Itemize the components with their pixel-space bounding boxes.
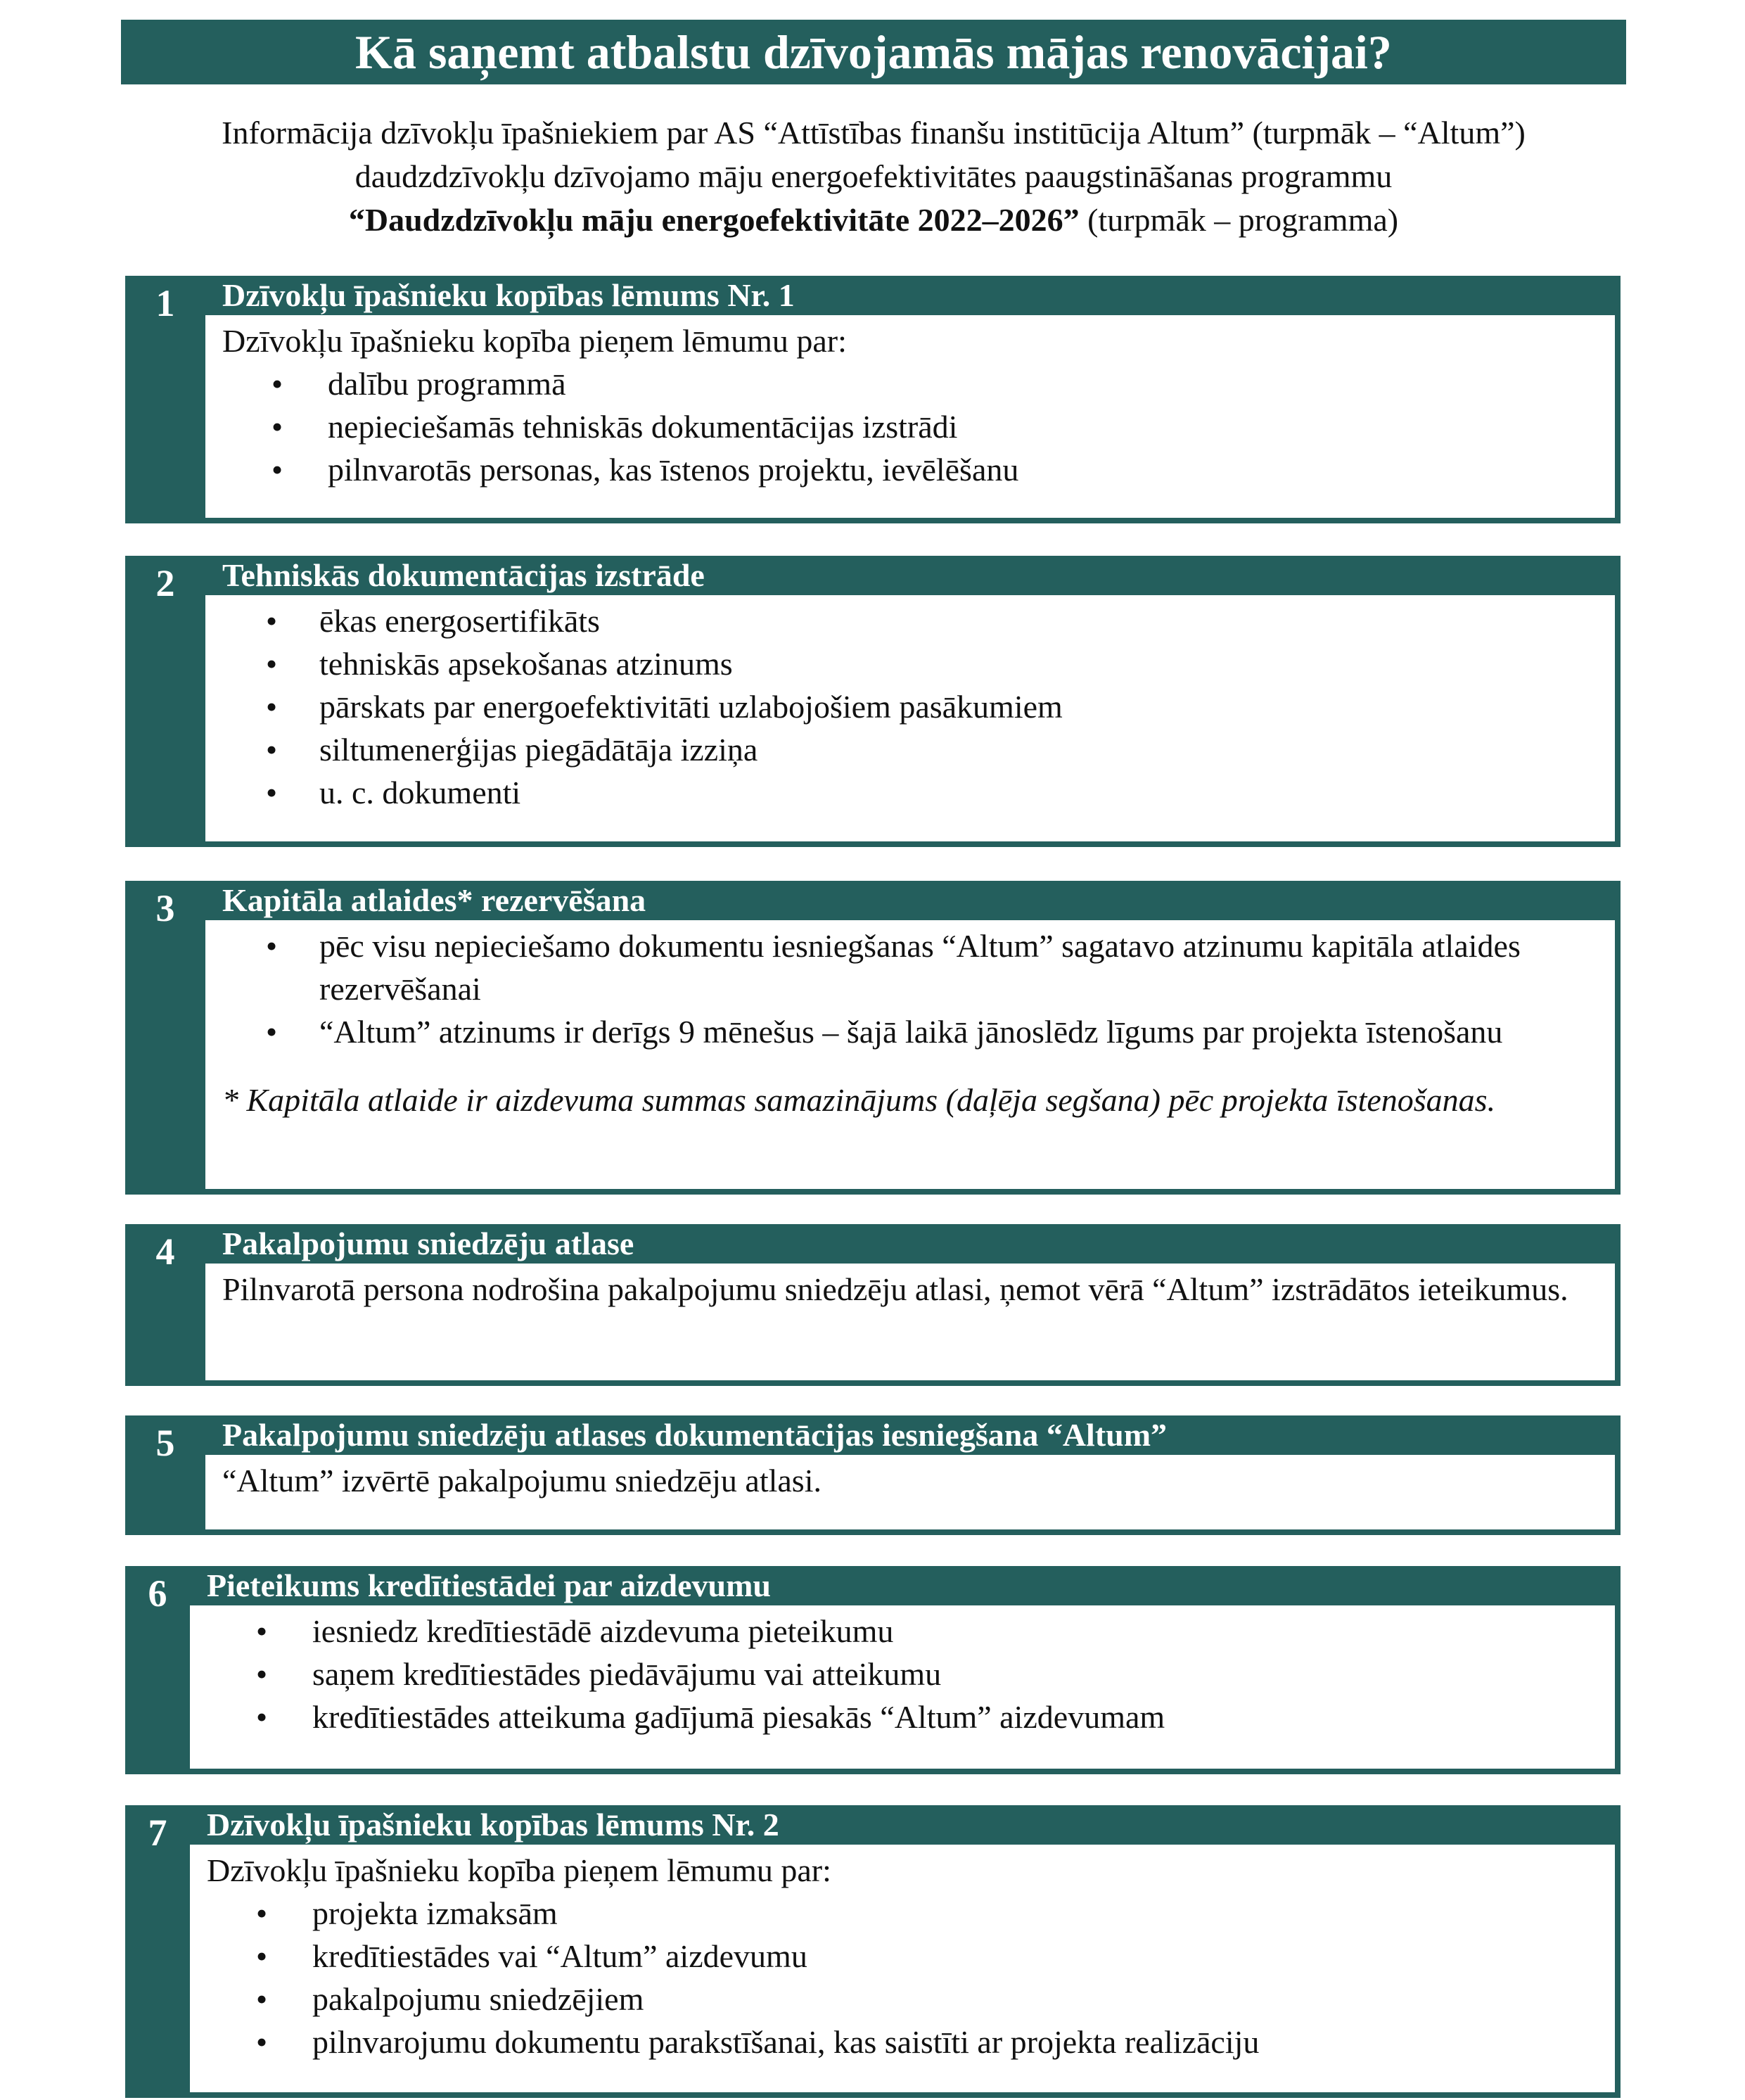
step-body <box>190 1845 1615 2092</box>
intro-line-3 <box>121 198 1626 242</box>
bullet-list <box>207 1610 1598 1738</box>
list-item: • u. c. dokumenti <box>222 771 1598 814</box>
step-heading: Dzīvokļu īpašnieku kopības lēmums Nr. 1 <box>222 277 795 313</box>
step-number: 4 <box>155 1230 175 1273</box>
list-item: • kredītiestādes atteikuma gadījumā piesakās “Altum” aizdevumam <box>207 1695 1598 1738</box>
step-2 <box>125 556 1621 847</box>
step-number: 2 <box>155 562 175 604</box>
footnote: * Kapitāla atlaide ir aizdevuma summas samazinājums (daļēja segšana) pēc projekta īstenošanas. <box>222 1082 1496 1118</box>
program-name: “Daudzdzīvokļu māju energoefektivitāte 2022–2026” <box>348 202 1080 238</box>
step-heading: Tehniskās dokumentācijas izstrāde <box>222 557 705 593</box>
step-number: 6 <box>148 1572 167 1615</box>
step-4 <box>125 1224 1621 1386</box>
list-item: • nepieciešamās tehniskās dokumentācijas izstrādi <box>222 405 1598 448</box>
step-7 <box>125 1805 1621 2098</box>
bullet-list <box>207 1892 1598 2063</box>
intro-line-3-rest: (turpmāk – programma) <box>1079 202 1399 238</box>
list-item: • pilnvarojumu dokumentu parakstīšanai, kas saistīti ar projekta realizāciju <box>207 2021 1598 2063</box>
intro-line-1: Informācija dzīvokļu īpašniekiem par AS “Attīstības finanšu institūcija Altum” (turpmāk – “Altum”) <box>222 115 1526 151</box>
page-title: Kā saņemt atbalstu dzīvojamās mājas renovācijai? <box>121 20 1626 84</box>
list-item: • tehniskās apsekošanas atzinums <box>222 642 1598 685</box>
step-body <box>190 1605 1615 1769</box>
step-text: Pilnvarotā persona nodrošina pakalpojumu sniedzēju atlasi, ņemot vērā “Altum” izstrādātos ieteikumus. <box>222 1271 1568 1307</box>
list-item: • saņem kredītiestādes piedāvājumu vai atteikumu <box>207 1653 1598 1695</box>
intro <box>121 111 1626 242</box>
list-item: • pārskats par energoefektivitāti uzlabojošiem pasākumiem <box>222 685 1598 728</box>
list-item: • iesniedz kredītiestādē aizdevuma pieteikumu <box>207 1610 1598 1653</box>
step-heading: Pakalpojumu sniedzēju atlase <box>222 1226 634 1261</box>
step-body <box>205 1455 1615 1529</box>
step-text: “Altum” izvērtē pakalpojumu sniedzēju atlasi. <box>222 1463 822 1498</box>
intro-line-2: daudzdzīvokļu dzīvojamo māju energoefektivitātes paaugstināšanas programmu <box>354 158 1393 194</box>
list-item: • kredītiestādes vai “Altum” aizdevumu <box>207 1935 1598 1978</box>
bullet-list <box>222 362 1598 491</box>
step-number: 5 <box>155 1422 175 1464</box>
list-item: • siltumenerģijas piegādātāja izziņa <box>222 728 1598 771</box>
bullet-list <box>222 599 1598 814</box>
step-heading: Dzīvokļu īpašnieku kopības lēmums Nr. 2 <box>207 1807 779 1843</box>
step-6 <box>125 1566 1621 1774</box>
step-3 <box>125 881 1621 1195</box>
step-body <box>205 1264 1615 1380</box>
step-5 <box>125 1415 1621 1535</box>
step-number: 7 <box>148 1812 167 1854</box>
step-number: 3 <box>155 887 175 929</box>
list-item: • ēkas energosertifikāts <box>222 599 1598 642</box>
step-lead: Dzīvokļu īpašnieku kopība pieņem lēmumu par: <box>207 1852 831 1888</box>
list-item: • pilnvarotās personas, kas īstenos projektu, ievēlēšanu <box>222 448 1598 491</box>
bullet-list <box>222 924 1598 1053</box>
step-heading: Pieteikums kredītiestādei par aizdevumu <box>207 1567 772 1603</box>
step-body <box>205 595 1615 841</box>
list-item: • pēc visu nepieciešamo dokumentu iesniegšanas “Altum” sagatavo atzinumu kapitāla atlaides rezervēšanai <box>222 924 1598 1010</box>
step-number: 1 <box>155 282 175 324</box>
step-heading: Kapitāla atlaides* rezervēšana <box>222 882 646 918</box>
step-body <box>205 315 1615 518</box>
step-lead: Dzīvokļu īpašnieku kopība pieņem lēmumu par: <box>222 323 847 359</box>
step-body <box>205 920 1615 1189</box>
step-1 <box>125 276 1621 523</box>
list-item: • dalību programmā <box>222 362 1598 405</box>
list-item: • pakalpojumu sniedzējiem <box>207 1978 1598 2021</box>
list-item: • projekta izmaksām <box>207 1892 1598 1935</box>
step-heading: Pakalpojumu sniedzēju atlases dokumentācijas iesniegšana “Altum” <box>222 1417 1168 1453</box>
list-item: • “Altum” atzinums ir derīgs 9 mēnešus – šajā laikā jānoslēdz līgums par projekta īstenošanu <box>222 1010 1598 1053</box>
